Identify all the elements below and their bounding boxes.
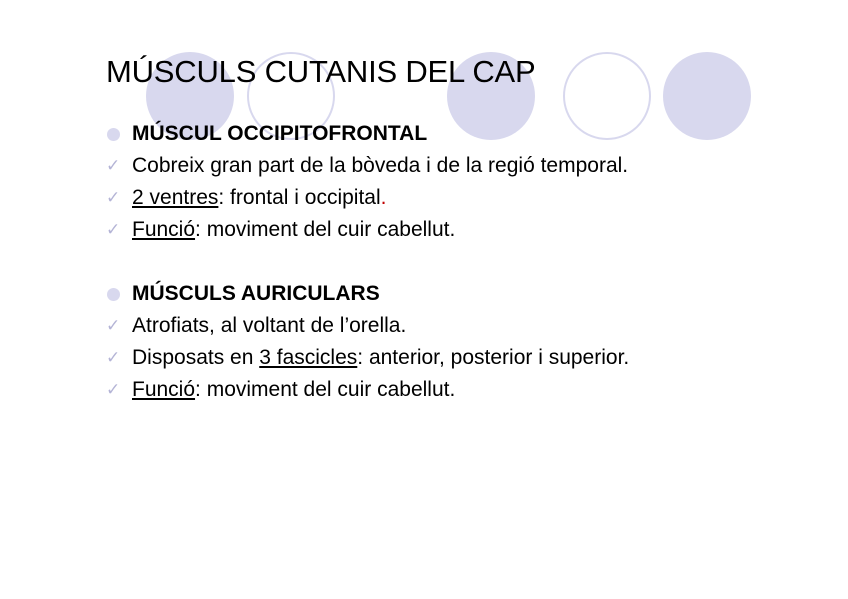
item-rest-text: : frontal i occipital	[218, 186, 381, 209]
checkmark-icon: ✓	[106, 220, 121, 239]
underlined-term: Funció	[132, 218, 196, 241]
list-item-text	[132, 343, 629, 373]
checkmark-icon: ✓	[106, 316, 121, 335]
checkmark-icon: ✓	[106, 380, 121, 399]
section-heading-text: MÚSCULS AURICULARS	[132, 282, 380, 305]
section-heading-text: MÚSCUL OCCIPITOFRONTAL	[132, 122, 428, 145]
checkmark-icon: ✓	[106, 156, 121, 175]
underlined-term: Funció	[132, 378, 196, 401]
underlined-term: 2 ventres	[132, 186, 219, 209]
checkmark-icon: ✓	[106, 188, 121, 207]
item-rest-text: : moviment del cuir cabellut.	[195, 218, 456, 241]
circle-bullet-icon	[106, 119, 126, 149]
list-item-text: Cobreix gran part de la bòveda i de la regió temporal.	[132, 154, 629, 177]
checkmark-icon: ✓	[106, 348, 121, 367]
slide-title: MÚSCULS CUTANIS DEL CAP	[106, 54, 536, 89]
item-end-punctuation: .	[380, 186, 387, 209]
list-item-text	[132, 183, 386, 213]
item-rest-text: : anterior, posterior i superior.	[357, 346, 630, 369]
item-rest-text: : moviment del cuir cabellut.	[195, 378, 456, 401]
list-item-text: Atrofiats, al voltant de l’orella.	[132, 314, 407, 337]
underlined-term: 3 fascicles	[259, 346, 358, 369]
decorative-circle-5	[663, 52, 751, 140]
decorative-circle-4	[563, 52, 651, 140]
list-item-text	[132, 215, 455, 245]
list-item-text	[132, 375, 455, 405]
item-before-text: Disposats en	[132, 346, 260, 369]
circle-bullet-icon	[106, 279, 126, 309]
